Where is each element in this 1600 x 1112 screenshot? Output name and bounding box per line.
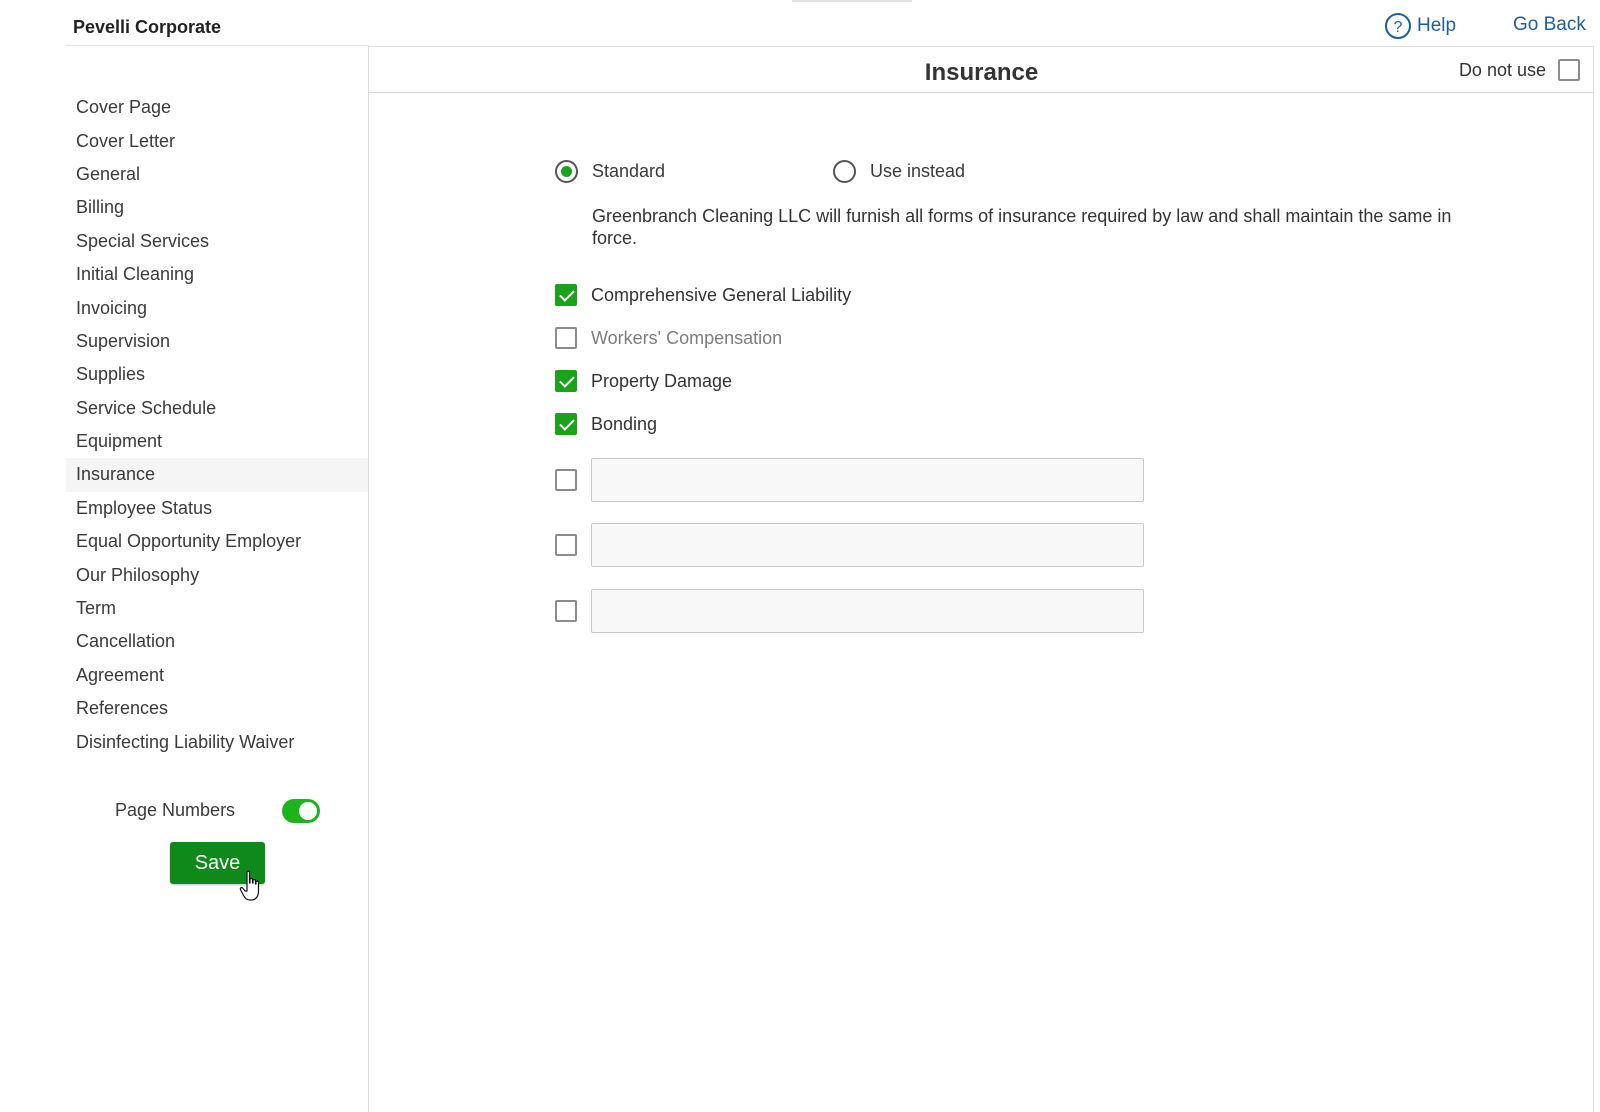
help-link[interactable] [1384,12,1456,40]
sidebar-item-employee-status[interactable]: Employee Status [76,497,213,518]
company-name: Pevelli Corporate [73,17,222,37]
sidebar-item-term[interactable]: Term [76,598,116,619]
custom-coverage-input[interactable] [591,458,1144,502]
standard-radio[interactable] [555,160,578,183]
coverage-checkbox[interactable] [555,370,577,392]
save-button[interactable]: Save [170,842,265,884]
sidebar-nav [66,91,368,759]
sidebar-item-special-services[interactable]: Special Services [76,230,210,251]
sidebar-item-insurance[interactable]: Insurance [66,458,368,491]
page-title: Insurance [924,59,1039,86]
coverage-label: Property Damage [591,370,733,391]
custom-coverage-checkbox[interactable] [555,534,577,556]
use-instead-option[interactable] [833,160,965,183]
page-numbers-toggle[interactable] [282,799,320,823]
help-icon [1384,12,1412,40]
coverage-bonding[interactable] [555,413,657,435]
custom-coverage-row [555,589,1144,633]
custom-coverage-row [555,458,1144,502]
sidebar-item-agreement[interactable]: Agreement [76,664,165,685]
coverage-checkbox[interactable] [555,327,577,349]
sidebar-item-cover-page[interactable]: Cover Page [76,97,172,118]
standard-option[interactable] [555,160,665,183]
hand-pointer-icon [239,870,265,902]
sidebar-item-equipment[interactable]: Equipment [76,431,163,452]
sidebar-top-divider [66,45,369,46]
coverage-workers-compensation[interactable] [555,327,782,349]
sidebar-item-our-philosophy[interactable]: Our Philosophy [76,564,200,585]
coverage-comprehensive-general-liability[interactable] [555,284,851,306]
sidebar-item-initial-cleaning[interactable]: Initial Cleaning [76,264,195,285]
sidebar-item-disinfecting-liability-waiver[interactable]: Disinfecting Liability Waiver [76,731,295,752]
page-numbers-label: Page Numbers [115,800,236,820]
sidebar-item-cover-letter[interactable]: Cover Letter [76,130,176,151]
sidebar-item-invoicing[interactable]: Invoicing [76,297,148,318]
coverage-label: Comprehensive General Liability [591,284,852,305]
coverage-label: Workers' Compensation [591,327,783,348]
use-instead-label: Use instead [870,161,966,181]
sidebar-item-service-schedule[interactable]: Service Schedule [76,397,217,418]
sidebar-item-supplies[interactable]: Supplies [76,364,146,385]
main-header [369,47,1594,93]
sidebar-item-references[interactable]: References [76,698,169,719]
do-not-use-control[interactable] [1459,59,1580,81]
custom-coverage-input[interactable] [591,523,1144,567]
sidebar-item-billing[interactable]: Billing [76,197,125,218]
toggle-knob [299,802,317,820]
go-back-link[interactable]: Go Back [1513,14,1586,35]
custom-coverage-checkbox[interactable] [555,469,577,491]
sidebar-item-equal-opportunity-employer[interactable]: Equal Opportunity Employer [76,531,302,552]
help-label: Help [1417,15,1457,36]
coverage-property-damage[interactable] [555,370,732,392]
standard-label: Standard [592,161,666,181]
custom-coverage-input[interactable] [591,589,1144,633]
top-bar [0,0,1600,46]
do-not-use-checkbox[interactable] [1558,59,1580,81]
svg-text:?: ? [1393,19,1403,36]
coverage-checkbox[interactable] [555,284,577,306]
insurance-description: Greenbranch Cleaning LLC will furnish all forms of insurance required by law and shall maintain the same in force. [592,206,1452,248]
coverage-checkbox[interactable] [555,413,577,435]
use-instead-radio[interactable] [833,160,856,183]
custom-coverage-row [555,523,1144,567]
sidebar-item-cancellation[interactable]: Cancellation [76,631,176,652]
top-indicator [792,0,912,2]
do-not-use-label: Do not use [1458,59,1546,80]
sidebar-item-supervision[interactable]: Supervision [76,330,171,351]
sidebar-item-general[interactable]: General [76,163,141,184]
coverage-label: Bonding [591,413,658,434]
custom-coverage-checkbox[interactable] [555,600,577,622]
